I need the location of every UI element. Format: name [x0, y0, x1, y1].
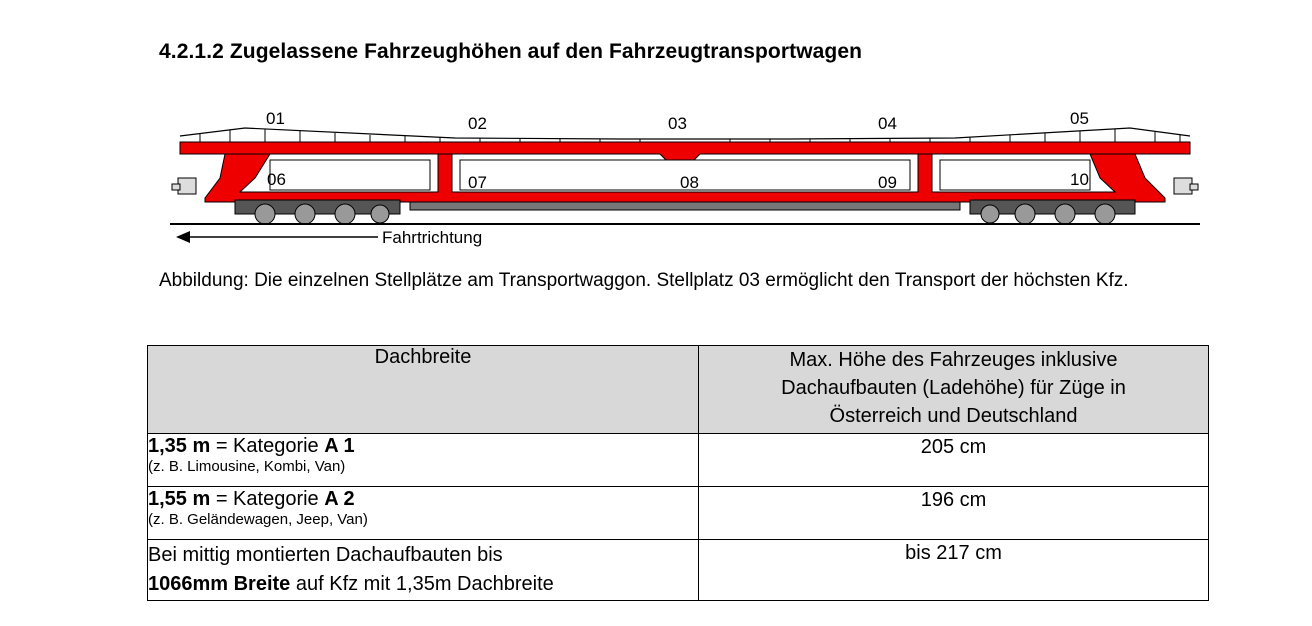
max-height-value: 196 cm: [699, 487, 1209, 540]
roof-rack-condition-cell: [148, 540, 699, 601]
roof-width-value: 1,55 m: [148, 488, 211, 510]
roof-width-value: 1,35 m: [148, 435, 211, 457]
vehicle-height-table: [147, 345, 1209, 601]
header-roof-width: Dachbreite: [148, 346, 699, 434]
table-row: [148, 434, 1209, 487]
bogie-right: [970, 200, 1135, 224]
header-max-height-line: Max. Höhe des Fahrzeuges inklusive: [789, 349, 1118, 371]
max-height-value: bis 217 cm: [699, 540, 1209, 601]
lower-opening-right: [940, 160, 1090, 190]
slot-label-07: 07: [468, 173, 487, 192]
slot-label-09: 09: [878, 173, 897, 192]
category-text: = Kategorie: [210, 488, 325, 510]
slot-label-02: 02: [468, 114, 487, 133]
upper-deck-bar: [180, 142, 1190, 162]
bogie-left: [235, 200, 400, 224]
slot-label-03: 03: [668, 114, 687, 133]
slot-label-10: 10: [1070, 170, 1089, 189]
roof-width-cell: [148, 487, 699, 540]
header-max-height: [699, 346, 1209, 434]
roof-rack-width: 1066mm Breite: [148, 573, 291, 595]
header-max-height-line: Österreich und Deutschland: [829, 405, 1078, 427]
slot-label-08: 08: [680, 173, 699, 192]
table-header-row: [148, 346, 1209, 434]
direction-label: Fahrtrichtung: [382, 228, 483, 247]
table-row: [148, 487, 1209, 540]
roof-width-cell: [148, 434, 699, 487]
section-heading: 4.2.1.2 Zugelassene Fahrzeughöhen auf den Fahrzeugtransportwagen: [159, 40, 863, 63]
roof-rack-condition-rest: auf Kfz mit 1,35m Dachbreite: [290, 573, 554, 595]
max-height-value: 205 cm: [699, 434, 1209, 487]
category-value: A 1: [324, 435, 355, 457]
table-row: [148, 540, 1209, 601]
vehicle-examples: (z. B. Geländewagen, Jeep, Van): [148, 511, 368, 528]
roof-rack-condition-line1: Bei mittig montierten Dachaufbauten bis: [148, 544, 503, 566]
slot-label-05: 05: [1070, 109, 1089, 128]
vehicle-examples: (z. B. Limousine, Kombi, Van): [148, 458, 346, 475]
direction-arrow: [176, 231, 378, 243]
slot-label-01: 01: [266, 109, 285, 128]
slot-label-04: 04: [878, 114, 897, 133]
category-text: = Kategorie: [210, 435, 325, 457]
car-transporter-diagram: [170, 100, 1200, 250]
header-max-height-line: Dachaufbauten (Ladehöhe) für Züge in: [781, 377, 1126, 399]
figure-caption: Abbildung: Die einzelnen Stellplätze am Transportwaggon. Stellplatz 03 ermöglicht den Transport der höchsten Kfz.: [159, 270, 1129, 291]
underframe: [410, 202, 960, 210]
wagon-drawing: [170, 100, 1200, 250]
category-value: A 2: [324, 488, 355, 510]
lower-opening-left: [270, 160, 430, 190]
slot-label-06: 06: [267, 170, 286, 189]
